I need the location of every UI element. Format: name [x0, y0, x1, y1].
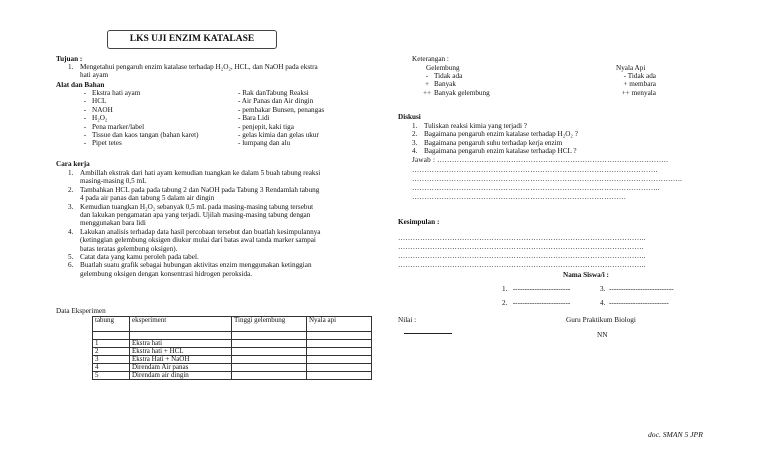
data-table	[92, 316, 372, 380]
cara-heading: Cara kerja	[56, 160, 90, 168]
tujuan-heading: Tujuan :	[56, 55, 83, 63]
cara-line: dan lakukan pengamatan apa yang terjadi. Ujilah masing-masing tabung dengan	[80, 210, 311, 219]
alat-item: - pembakar Bunsen, penangas	[238, 105, 325, 114]
name-field[interactable]: ------------------------	[512, 285, 571, 293]
name-field[interactable]: -------------------------	[608, 299, 669, 307]
alat-item: - gelas kimia dan gelas ukur	[238, 130, 319, 139]
diskusi-item: Tuliskan reaksi kimia yang terjadi ?	[424, 122, 527, 130]
cara-line: Kemudian tuangkan H₂O₂ sebanyak 0,5 mL pada masing-masing tabung tersebut	[80, 202, 314, 211]
table-header-row	[93, 317, 372, 332]
alat-item: - penjepit, kaki tiga	[238, 122, 294, 131]
header-cell: Nyala api	[307, 317, 372, 332]
cara-line: gelembung oksigen dengan konsentrasi hidrogen peroksida.	[80, 269, 253, 278]
diskusi-item: Bagaimana pengaruh enzim katalase terhadap H₂O₂ ?	[424, 130, 578, 139]
conclusion-line[interactable]: ………………………………………………………………………………………..	[398, 234, 646, 242]
alat-item: - Air Panas dan Air dingin	[238, 97, 314, 106]
answer-line[interactable]: ………………………………………………………………………………………..	[412, 184, 660, 192]
nama-siswa-heading: Nama Siswa/i :	[563, 271, 609, 279]
nama-entry: 3. ---------------------------	[600, 285, 674, 293]
diskusi-item: Bagaimana pengaruh enzim katalase terhadap HCL ?	[424, 147, 577, 156]
name-field[interactable]: ------------------------	[512, 299, 571, 307]
cara-list: 1. Ambillah ekstrak dari hati ayam kemudian tuangkan ke dalam 5 buah tabung reaksi masing-masing 0,5 mL 2. Tambahkan HCL pada pada tabung 2 dan NaOH pada Tabung 3 Rendamlah tabung 4 pada air panas dan tabung 5 dalam air dingin 3. Kemudian tuangkan H₂O₂ sebanyak 0,5 mL pada masing-masing tabung tersebut dan lakukan pengamatan apa yang terjadi. Ujilah masing-masing tabung dengan menggunakan bara lidi 4. Lakukan analisis terhadap data hasil percobaan tersebut dan buatlah kesimpulannya (ketinggian gelembung oksigen diukur mulai dari batas awal tanda marker sampai batas teratas gelembung oksigen). 5. Catat data yang kamu peroleh pada tabel. 6. Buatlah suatu grafik sebagai hubungan aktivitas enzim menggunakan ketinggian gelembung oksigen dengan konsentrasi hidrogen peroksida.	[68, 169, 321, 278]
alat-item: HCL	[92, 97, 107, 106]
answer-line[interactable]: ………………………………………………………………………………………………..	[412, 175, 682, 183]
alat-item: Ekstra hati ayam	[92, 89, 141, 97]
nilai-label: Nilai :	[398, 316, 417, 324]
alat-item: H₂O₂	[92, 114, 108, 123]
document-title: LKS UJI ENZIM KATALASE	[107, 30, 277, 49]
gelembung-label: Gelembung	[426, 64, 460, 72]
table-row: 2 Ekstra hati + HCL	[93, 348, 372, 356]
nyala-item: ++ menyala	[621, 88, 656, 97]
diskusi-heading: Diskusi	[398, 113, 421, 121]
tujuan-item: Mengetahui pengaruh enzim katalase terhadap H₂O₂, HCL, dan NaOH pada ekstra	[80, 63, 318, 71]
jawab-line[interactable]: Jawab : ………………………………………………………………………………….	[412, 156, 669, 164]
guru-label: Guru Praktikum Biologi	[566, 316, 636, 324]
header-cell: eksperiment	[130, 317, 232, 332]
alat-left-list: - Ekstra hati ayam - HCL - NAOH - H₂O₂ - Pena marker/label - Tissue dan kaos tangan (bahan karet) - Pipet tetes	[83, 89, 199, 148]
cara-line: (ketinggian gelembung oksigen diukur mulai dari batas awal tanda marker sampai	[80, 236, 316, 245]
alat-right-list	[238, 89, 324, 148]
header-cell: Tinggi gelembung	[232, 317, 307, 332]
nyala-list	[618, 72, 656, 97]
tujuan-list: 1. Mengetahui pengaruh enzim katalase terhadap H₂O₂, HCL, dan NaOH pada ekstra hati ayam	[68, 63, 318, 80]
gelembung-item: Banyak	[434, 80, 456, 89]
gelembung-item: Tidak ada	[434, 72, 463, 80]
footer-doc: doc. SMAN 5 JPR	[648, 430, 703, 439]
cara-line: Ambillah ekstrak dari hati ayam kemudian tuangkan ke dalam 5 buah tabung reaksi	[80, 169, 321, 177]
cara-line: Tambahkan HCL pada pada tabung 2 dan NaOH pada Tabung 3 Rendamlah tabung	[80, 185, 320, 194]
cara-line: Buatlah suatu grafik sebagai hubungan aktivitas enzim menggunakan ketinggian	[80, 261, 312, 270]
jawab-dots	[412, 166, 682, 202]
conclusion-line[interactable]: ………………………………………………………………………………………..	[398, 252, 646, 260]
alat-item: NAOH	[92, 105, 113, 114]
cara-line: Lakukan analisis terhadap data hasil percobaan tersebut dan buatlah kesimpulannya	[80, 227, 321, 236]
nilai-underline	[404, 333, 452, 334]
gelembung-list: - Tidak ada + Banyak ++ Banyak gelembung	[422, 72, 490, 97]
alat-item: - Bara Lidi	[238, 114, 270, 123]
alat-item: Pena marker/label	[92, 122, 145, 131]
cara-line: menggunakan bara lidi	[80, 219, 146, 228]
kesimpulan-heading: Kesimpulan :	[398, 218, 440, 226]
alat-item: - Rak danTabung Reaksi	[238, 89, 309, 97]
diskusi-item: Bagaimana pengaruh suhu terhadap kerja enzim	[424, 138, 563, 147]
cara-line: batas teratas gelembung oksigen).	[80, 244, 178, 253]
cara-line: Catat data yang kamu peroleh pada tabel.	[80, 252, 199, 261]
table-row: 1 Ekstra hati	[93, 340, 372, 348]
alat-item: - lumpang dan alu	[238, 139, 291, 148]
name-field[interactable]: ---------------------------	[608, 285, 674, 293]
nama-entry: 1. ------------------------	[502, 285, 571, 293]
alat-item: Tissue dan kaos tangan (bahan karet)	[92, 130, 199, 139]
keterangan-heading: Keterangan :	[412, 55, 449, 63]
cara-line: 4 pada air panas dan tabung 5 dalam air dingin	[80, 194, 215, 203]
gelembung-item: Banyak gelembung	[434, 88, 490, 97]
answer-line[interactable]: ……………………………………………………………………………………….	[412, 166, 658, 174]
alat-heading: Alat dan Bahan	[56, 81, 105, 89]
cara-line: masing-masing 0,5 mL	[80, 177, 147, 186]
answer-line[interactable]: ……………………………………………………………………………	[412, 193, 627, 201]
conclusion-line[interactable]: ……………………………………………………………………………………….	[398, 243, 644, 251]
diskusi-list: 1. Tuliskan reaksi kimia yang terjadi ? 2. Bagaimana pengaruh enzim katalase terhadap H₂O₂ ? 3. Bagaimana pengaruh suhu terhadap kerja enzim 4. Bagaimana pengaruh enzim katalase terhadap HCL ?	[412, 122, 578, 156]
tujuan-item: hati ayam	[80, 71, 109, 80]
data-heading: Data Eksperimen	[56, 307, 106, 315]
table-row: 5 Direndam air dingin	[93, 372, 372, 380]
header-cell: tabung	[93, 317, 130, 332]
table-row: 3 Ekstra Hati + NaOH	[93, 356, 372, 364]
nama-entry: 2. ------------------------	[502, 299, 571, 307]
teacher-name: NN	[597, 331, 608, 339]
table-row: 4 Direndam Air panas	[93, 364, 372, 372]
kesimpulan-dots	[398, 234, 646, 270]
conclusion-line[interactable]: ………………………………………………………………………………………..	[398, 261, 646, 269]
nyala-item: - Tidak ada	[623, 72, 656, 80]
nyala-item: + membara	[623, 80, 656, 89]
nama-entry: 4. -------------------------	[600, 299, 669, 307]
alat-item: Pipet tetes	[92, 139, 122, 148]
nyala-label: Nyala Api	[616, 64, 646, 72]
